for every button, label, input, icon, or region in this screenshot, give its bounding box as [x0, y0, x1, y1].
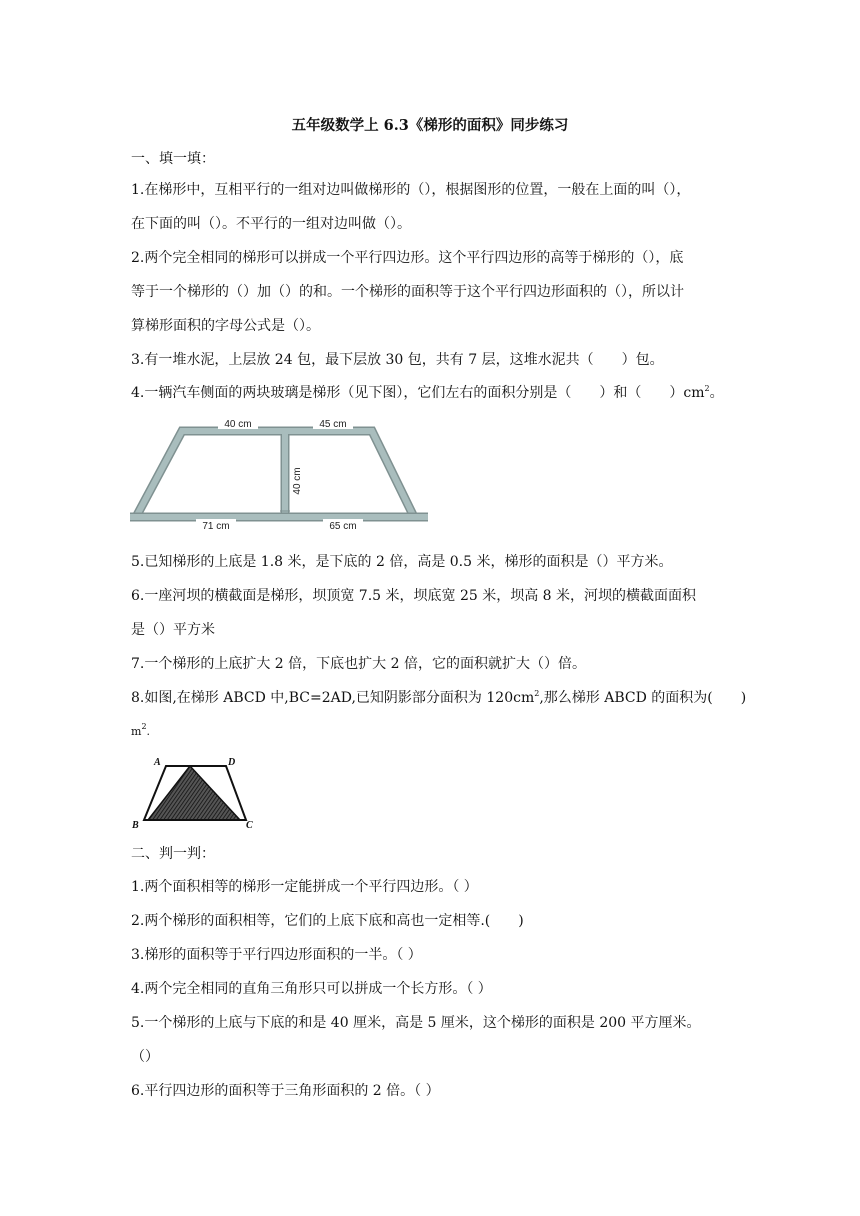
- q4-text: 4.一辆汽车侧面的两块玻璃是梯形（见下图），它们左右的面积分别是（ ）和（ ）cm: [131, 385, 705, 401]
- q4: [131, 384, 724, 402]
- q1-line2: 在下面的叫（）。不平行的一组对边叫做（）。: [131, 216, 411, 232]
- judge-item-5-line2: （）: [131, 1049, 159, 1065]
- vertex-b-label: B: [132, 820, 139, 831]
- q8-line2: [131, 723, 150, 741]
- label-bottom-right: 65 cm: [329, 521, 357, 532]
- q8-text-b: ,那么梯形 ABCD 的面积为( ): [539, 690, 747, 706]
- judge-item-2: 2.两个梯形的面积相等，它们的上底下底和高也一定相等.( ): [131, 913, 524, 929]
- label-top-left: 40 cm: [224, 419, 252, 430]
- vertex-c-label: C: [246, 820, 253, 831]
- q8-line1: [131, 689, 746, 707]
- q6-line1: 6.一座河坝的横截面是梯形，坝顶宽 7.5 米，坝底宽 25 米，坝高 8 米，河坝的横截面面积: [131, 588, 697, 604]
- section-heading-fill: 一、填一填：: [131, 151, 215, 167]
- section-heading-judge: 二、判一判：: [131, 846, 215, 862]
- car-windows-figure: [130, 413, 428, 535]
- q5: 5.已知梯形的上底是 1.8 米，是下底的 2 倍，高是 0.5 米，梯形的面积是（）平方米。: [131, 554, 673, 570]
- page-title: 五年级数学上 6.3《梯形的面积》同步练习: [291, 117, 569, 134]
- vertex-a-label: A: [154, 757, 161, 768]
- q7: 7.一个梯形的上底扩大 2 倍，下底也扩大 2 倍，它的面积就扩大（）倍。: [131, 656, 586, 672]
- judge-item-4: 4.两个完全相同的直角三角形只可以拼成一个长方形。（ ）: [131, 981, 492, 997]
- q8-text-a: 8.如图,在梯形 ABCD 中,BC=2AD,已知阴影部分面积为 120cm: [131, 690, 535, 706]
- label-height: 40 cm: [292, 467, 303, 495]
- q2-line2: 等于一个梯形的（）加（）的和。一个梯形的面积等于这个平行四边形面积的（），所以计: [131, 284, 684, 300]
- vertex-d-label: D: [228, 757, 236, 768]
- q2-line3: 算梯形面积的字母公式是（）。: [131, 318, 320, 334]
- q8-sup-a: 2: [534, 689, 540, 698]
- trapezoid-abcd-figure: [130, 752, 260, 832]
- judge-item-6: 6.平行四边形的面积等于三角形面积的 2 倍。（ ）: [131, 1083, 440, 1099]
- q8-unit: m: [131, 725, 142, 738]
- judge-item-1: 1.两个面积相等的梯形一定能拼成一个平行四边形。（ ）: [131, 879, 478, 895]
- q8-unit-tail: .: [146, 725, 151, 738]
- label-bottom-left: 71 cm: [202, 521, 230, 532]
- q4-sup: 2: [704, 384, 710, 393]
- q8-unit-sup: 2: [141, 722, 147, 731]
- q3: 3.有一堆水泥，上层放 24 包，最下层放 30 包，共有 7 层，这堆水泥共（ ）包。: [131, 352, 664, 368]
- label-top-right: 45 cm: [319, 419, 347, 430]
- q6-line2: 是（）平方米: [131, 622, 215, 638]
- judge-item-5-line1: 5.一个梯形的上底与下底的和是 40 厘米，高是 5 厘米，这个梯形的面积是 200 平方厘米。: [131, 1015, 701, 1031]
- q2-line1: 2.两个完全相同的梯形可以拼成一个平行四边形。这个平行四边形的高等于梯形的（），底: [131, 250, 684, 266]
- q4-tail: 。: [709, 385, 724, 401]
- q1-line1: 1.在梯形中，互相平行的一组对边叫做梯形的（），根据图形的位置，一般在上面的叫（），: [131, 182, 691, 198]
- judge-item-3: 3.梯形的面积等于平行四边形面积的一半。（ ）: [131, 947, 422, 963]
